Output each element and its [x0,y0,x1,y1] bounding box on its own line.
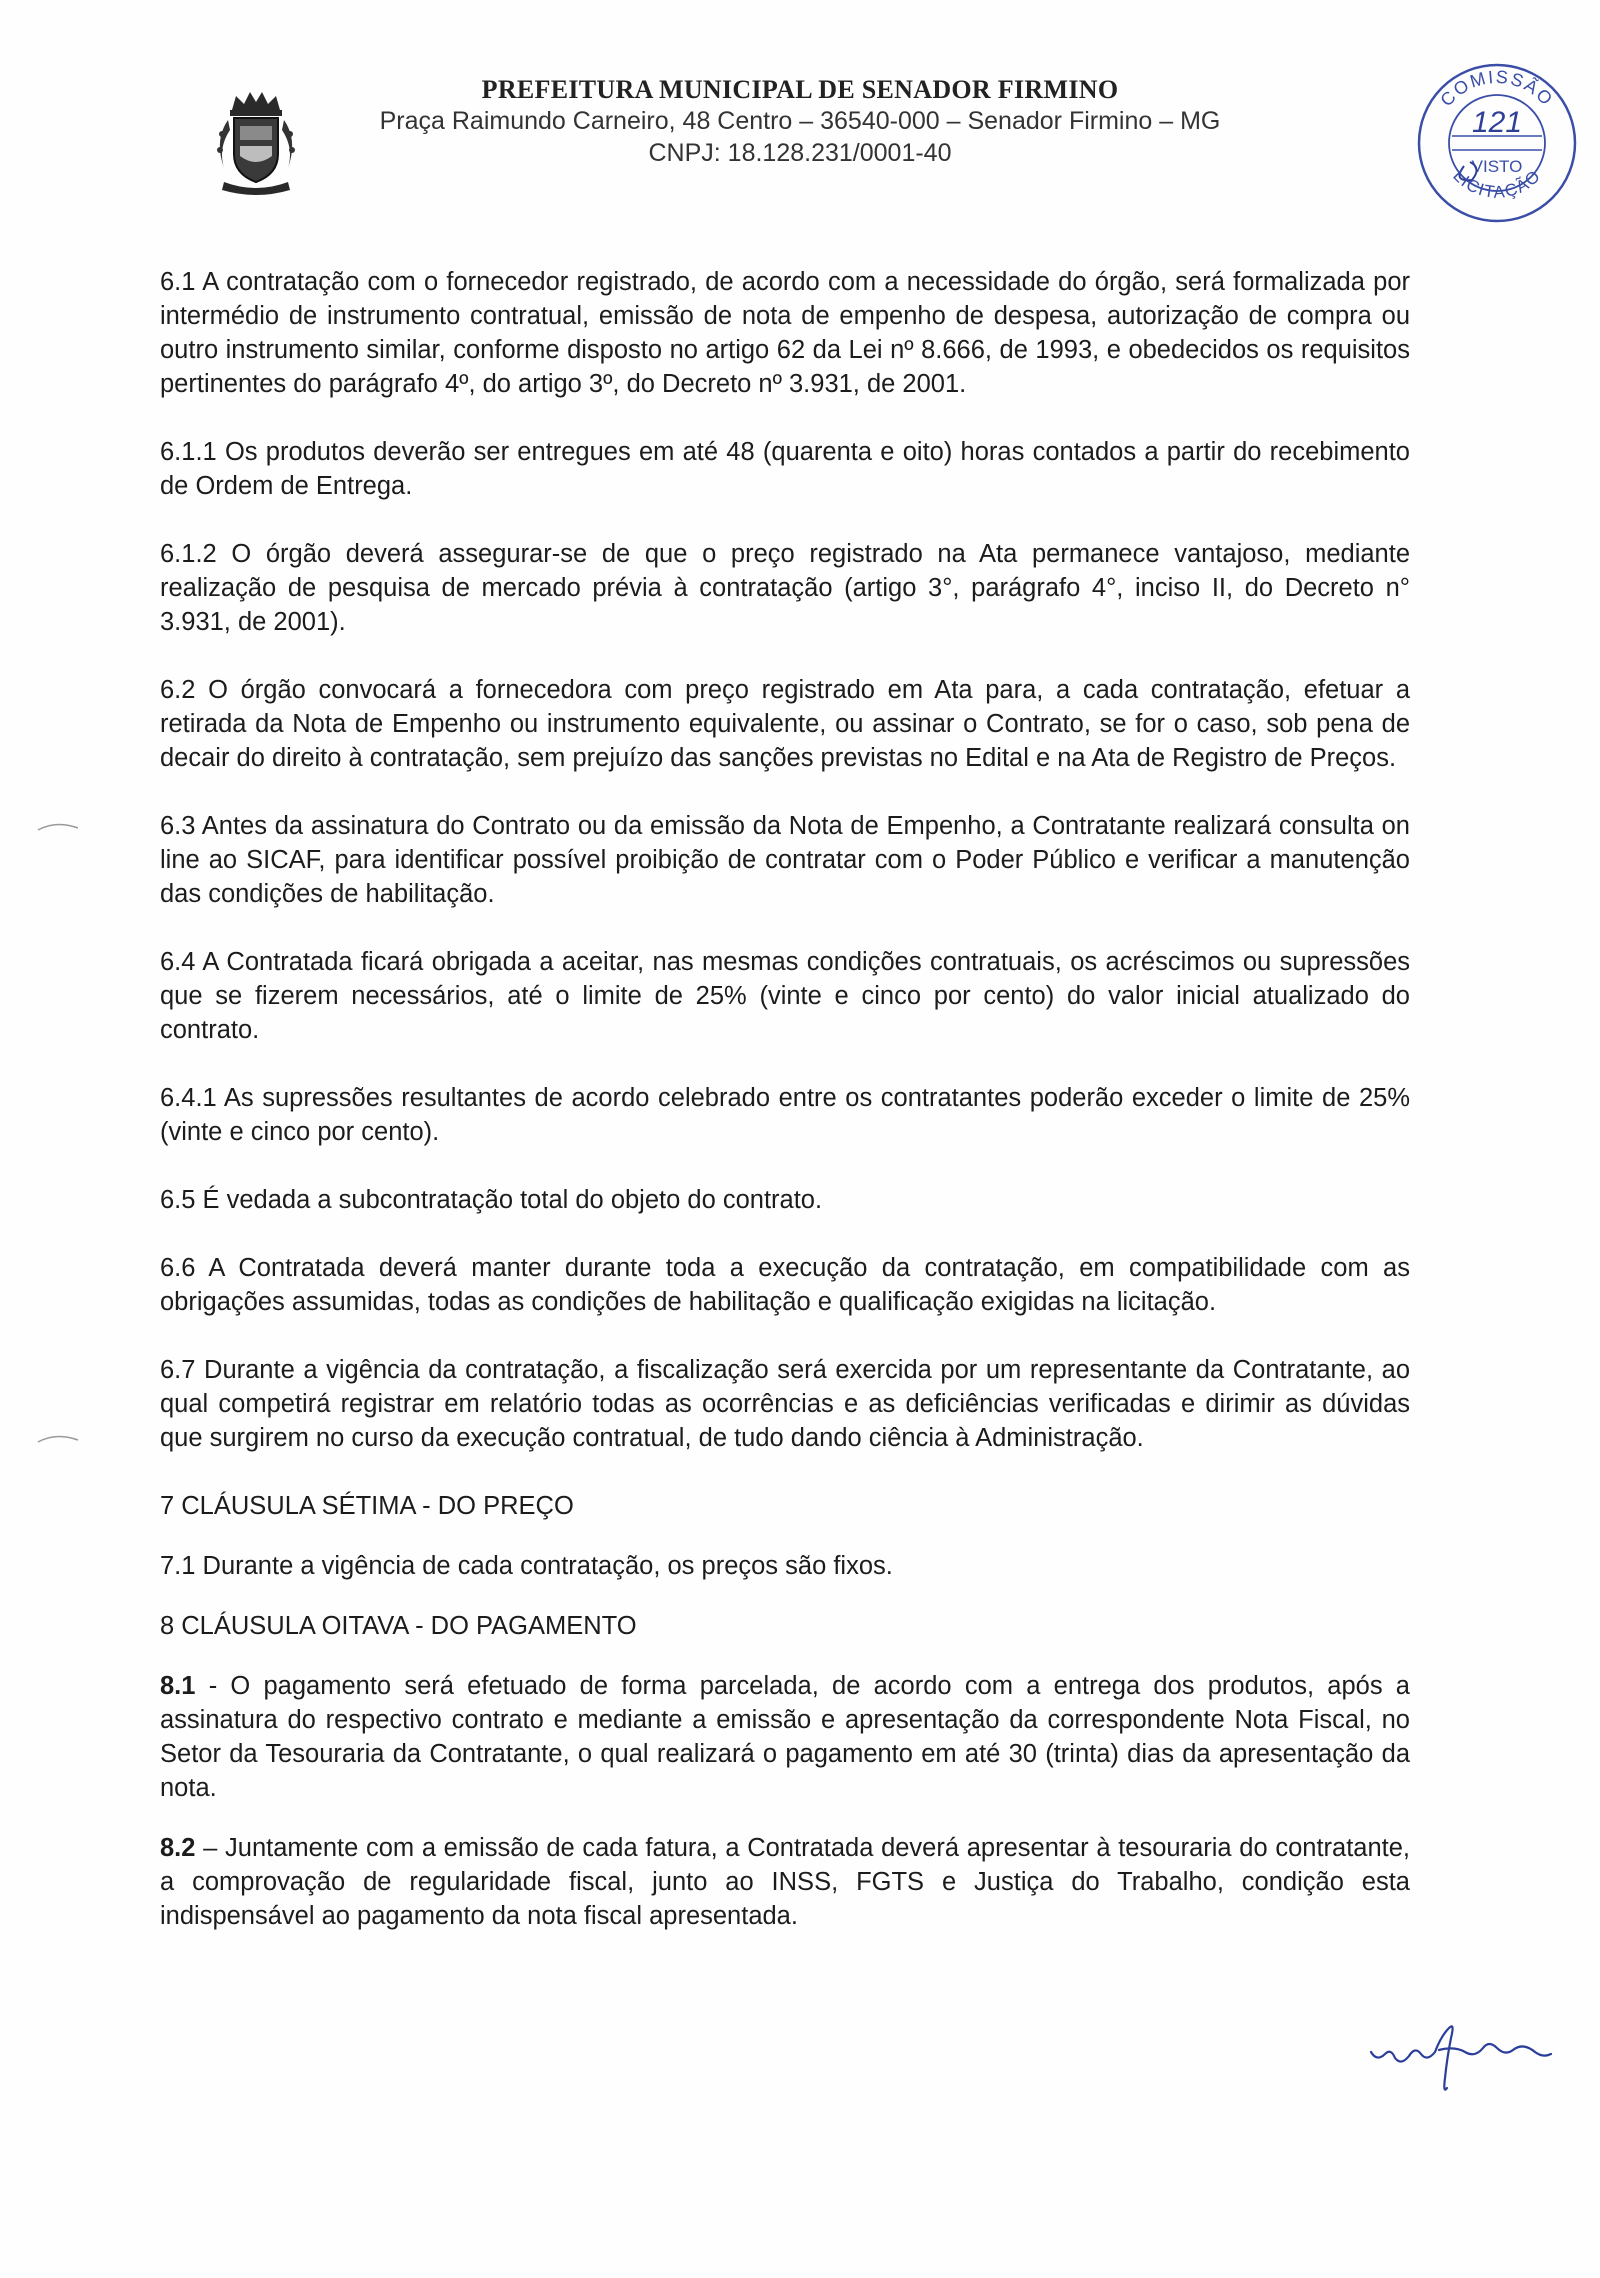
paragraph-6-3: 6.3 Antes da assinatura do Contrato ou da emissão da Nota de Empenho, a Contratante realizará consulta on line ao SICAF, para identificar possível proibição de contratar com o Poder Público e verificar a manutenção das condições de habilitação. [160,812,1410,908]
paragraph-6-7: 6.7 Durante a vigência da contratação, a fiscalização será exercida por um representante da Contratante, ao qual competirá registrar em relatório todas as ocorrências e as deficiências verificadas e dirimir as dúvidas que surgirem no curso da execução contratual, de tudo dando ciência à Administração. [160,1356,1410,1452]
paragraph-8-1-text: - O pagamento será efetuado de forma parcelada, de acordo com a entrega dos produtos, após a assinatura do respectivo contrato e mediante a emissão e apresentação da correspondente Nota Fiscal, no Setor da Tesouraria da Contratante, o qual realizará o pagamento em até 30 (trinta) dias da apresentação da nota. [160,1672,1410,1802]
clause-7-title: 7 CLÁUSULA SÉTIMA - DO PREÇO [160,1492,574,1520]
municipal-coat-of-arms-icon [210,90,302,200]
organization-address: Praça Raimundo Carneiro, 48 Centro – 36540-000 – Senador Firmino – MG [379,107,1221,135]
stamp-middle-text: VISTO [1471,157,1523,176]
paragraph-6-4: 6.4 A Contratada ficará obrigada a aceitar, nas mesmas condições contratuais, os acréscimos ou supressões que se fizerem necessários, até o limite de 25% (vinte e cinco por cento) do valor inicial atualizado do contrato. [160,948,1410,1044]
letterhead-text [350,75,1250,169]
organization-cnpj: CNPJ: 18.128.231/0001-40 [648,139,952,167]
paragraph-6-1: 6.1 A contratação com o fornecedor registrado, de acordo com a necessidade do órgão, será formalizada por intermédio de instrumento contratual, emissão de nota de empenho de despesa, autorização de compra ou outro instrumento similar, conforme disposto no artigo 62 da Lei nº 8.666, de 1993, e obedecidos os requisitos pertinentes do parágrafo 4º, do artigo 3º, do Decreto nº 3.931, de 2001. [160,268,1410,398]
paragraph-6-6: 6.6 A Contratada deverá manter durante toda a execução da contratação, em compatibilidade com as obrigações assumidas, todas as condições de habilitação e qualificação exigidas na licitação. [160,1254,1410,1316]
svg-text:COMISSÃO [1436,67,1557,111]
paragraph-8-2 [160,1831,1410,1933]
paragraph-6-1-1: 6.1.1 Os produtos deverão ser entregues em até 48 (quarenta e oito) horas contados a partir do recebimento de Ordem de Entrega. [160,438,1410,500]
margin-mark-icon [36,818,80,834]
margin-mark-icon [36,1430,80,1446]
commission-stamp [1412,58,1582,228]
paragraph-6-1-2: 6.1.2 O órgão deverá assegurar-se de que o preço registrado na Ata permanece vantajoso, mediante realização de pesquisa de mercado prévia à contratação (artigo 3°, parágrafo 4°, inciso II, do Decreto n° 3.931, de 2001). [160,540,1410,636]
handwritten-signature-icon [1365,2018,1555,2098]
paragraph-8-1 [160,1669,1410,1805]
paragraph-8-2-number: 8.2 [160,1834,196,1862]
clause-8-title: 8 CLÁUSULA OITAVA - DO PAGAMENTO [160,1612,637,1640]
stamp-top-text: COMISSÃO [1436,66,1558,111]
organization-name: PREFEITURA MUNICIPAL DE SENADOR FIRMINO [481,75,1119,104]
stamp-bottom-text: LICITAÇÃO [1449,165,1545,202]
paragraph-6-2: 6.2 O órgão convocará a fornecedora com preço registrado em Ata para, a cada contratação, efetuar a retirada da Nota de Empenho ou instrumento equivalente, ou assinar o Contrato, se for o caso, sob pena de decair do direito à contratação, sem prejuízo das sanções previstas no Edital e na Ata de Registro de Preços. [160,676,1410,772]
paragraph-8-2-text: – Juntamente com a emissão de cada fatura, a Contratada deverá apresentar à tesouraria do contratante, a comprovação de regularidade fiscal, junto ao INSS, FGTS e Justiça do Trabalho, condição esta indispensável ao pagamento da nota fiscal apresentada. [160,1834,1410,1930]
stamp-number: 121 [1471,106,1523,139]
paragraph-6-4-1: 6.4.1 As supressões resultantes de acordo celebrado entre os contratantes poderão exceder o limite de 25% (vinte e cinco por cento). [160,1084,1410,1146]
paragraph-8-1-number: 8.1 [160,1672,196,1700]
paragraph-7-1: 7.1 Durante a vigência de cada contratação, os preços são fixos. [160,1552,893,1580]
letterhead [200,70,1400,190]
document-body [160,265,1410,1967]
paragraph-6-5: 6.5 É vedada a subcontratação total do objeto do contrato. [160,1186,823,1214]
